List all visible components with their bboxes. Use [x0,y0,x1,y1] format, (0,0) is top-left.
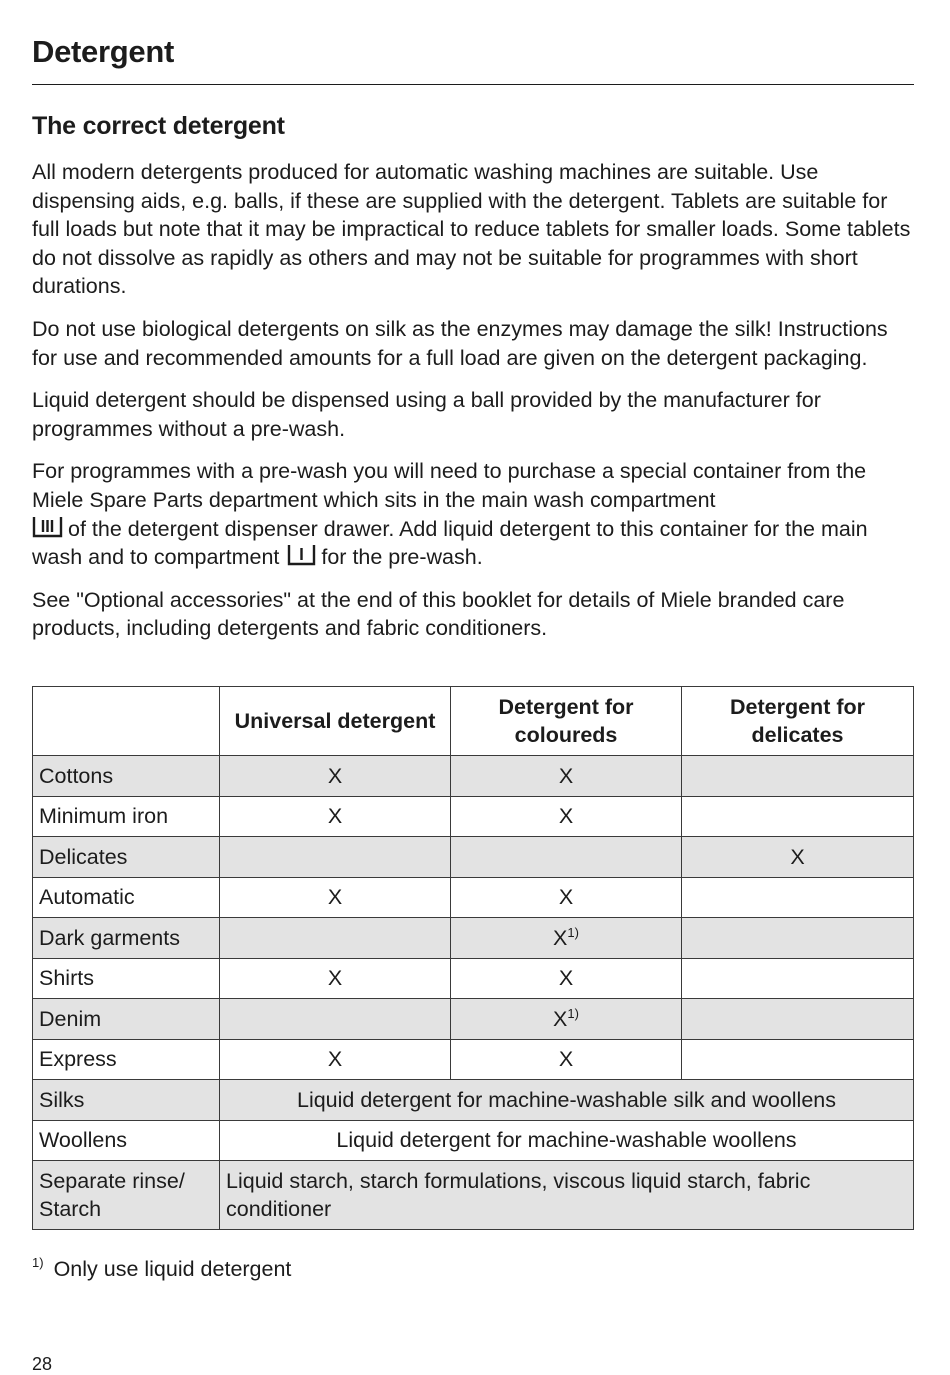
row-label: Automatic [33,877,220,918]
cell-delicates [682,756,914,797]
cell-coloureds [451,837,682,878]
table-header-coloureds: Detergent for coloureds [451,687,682,756]
cell-delicates [682,958,914,999]
footnote-ref: 1) [567,924,579,940]
row-label: Silks [33,1080,220,1121]
cell-coloureds: X [451,796,682,837]
table-row [33,999,914,1040]
cell-universal [220,999,451,1040]
cell-coloureds: X [451,877,682,918]
paragraph-2: Do not use biological detergents on silk as the enzymes may damage the silk! Instructions for use and recommended amounts for a full load are given on the detergent packaging. [32,316,888,370]
footnote-text: Only use liquid detergent [53,1257,292,1281]
cell-delicates [682,999,914,1040]
cell-universal: X [220,958,451,999]
table-row-woollens [33,1120,914,1161]
cell-coloureds: X [451,1039,682,1080]
cell-universal: X [220,1039,451,1080]
row-label: Delicates [33,837,220,878]
page-title: Detergent [32,34,174,69]
cell-coloureds: X [451,958,682,999]
cell-delicates [682,1039,914,1080]
section-heading: The correct detergent [32,112,285,140]
cell-merged: Liquid detergent for machine-washable woollens [220,1120,914,1161]
cell-coloureds [451,999,682,1040]
cell-universal: X [220,796,451,837]
table-header-delicates: Detergent for delicates [682,687,914,756]
row-label: Separate rinse/ Starch [33,1161,220,1230]
row-label: Denim [33,999,220,1040]
cell-mark: X [553,1006,568,1031]
detergent-table [32,686,914,1230]
cell-delicates [682,796,914,837]
footnote-ref: 1) [567,1005,579,1021]
table-row-rinse [33,1161,914,1230]
table-row [33,796,914,837]
paragraph-4-part-1: For programmes with a pre-wash you will need to purchase a special container from the Miele Spare Parts department which sits in the main wash compartment [32,459,867,512]
table-header-universal: Universal detergent [220,687,451,756]
paragraph-4-part-2: of the detergent dispenser drawer. Add liquid detergent to this container for the main wash and to compartment [32,516,868,570]
paragraph-5: See "Optional accessories" at the end of this booklet for details of Miele branded care products, including detergents and fabric conditioners. [32,587,845,641]
cell-delicates [682,877,914,918]
paragraph-1: All modern detergents produced for automatic washing machines are suitable. Use dispensing aids, e.g. balls, if these are supplied with the detergent. Tablets are suitable for full loads but note that it may be impractical to reduce tablets for smaller loads. Some tablets do not dissolve as rapidly as others and may not be suitable for programmes with short durations. [32,160,911,299]
page-number: 28 [32,1354,53,1374]
cell-delicates [682,918,914,959]
title-divider [32,84,914,85]
row-label: Dark garments [33,918,220,959]
footnote [32,1255,291,1282]
row-label: Express [33,1039,220,1080]
cell-merged: Liquid detergent for machine-washable silk and woollens [220,1080,914,1121]
paragraph-4-part-3: for the pre-wash. [321,545,483,570]
cell-delicates: X [682,837,914,878]
footnote-mark: 1) [32,1255,44,1270]
row-label: Cottons [33,756,220,797]
main-wash-compartment-icon [32,516,64,538]
table-row [33,918,914,959]
cell-coloureds: X [451,756,682,797]
pre-wash-compartment-icon [287,544,317,566]
table-row [33,756,914,797]
table-row [33,837,914,878]
table-row [33,877,914,918]
cell-universal [220,837,451,878]
paragraph-4 [32,457,914,571]
table-row-silks [33,1080,914,1121]
row-label: Minimum iron [33,796,220,837]
table-header-row [33,687,914,756]
cell-merged: Liquid starch, starch formulations, viscous liquid starch, fabric conditioner [220,1161,914,1230]
table-row [33,958,914,999]
cell-universal: X [220,756,451,797]
cell-coloureds [451,918,682,959]
table-header-empty [33,687,220,756]
body-text [32,158,914,657]
row-label: Shirts [33,958,220,999]
paragraph-3: Liquid detergent should be dispensed using a ball provided by the manufacturer for programmes without a pre-wash. [32,388,821,441]
cell-universal: X [220,877,451,918]
table-row [33,1039,914,1080]
cell-universal [220,918,451,959]
cell-mark: X [553,925,568,950]
row-label: Woollens [33,1120,220,1161]
